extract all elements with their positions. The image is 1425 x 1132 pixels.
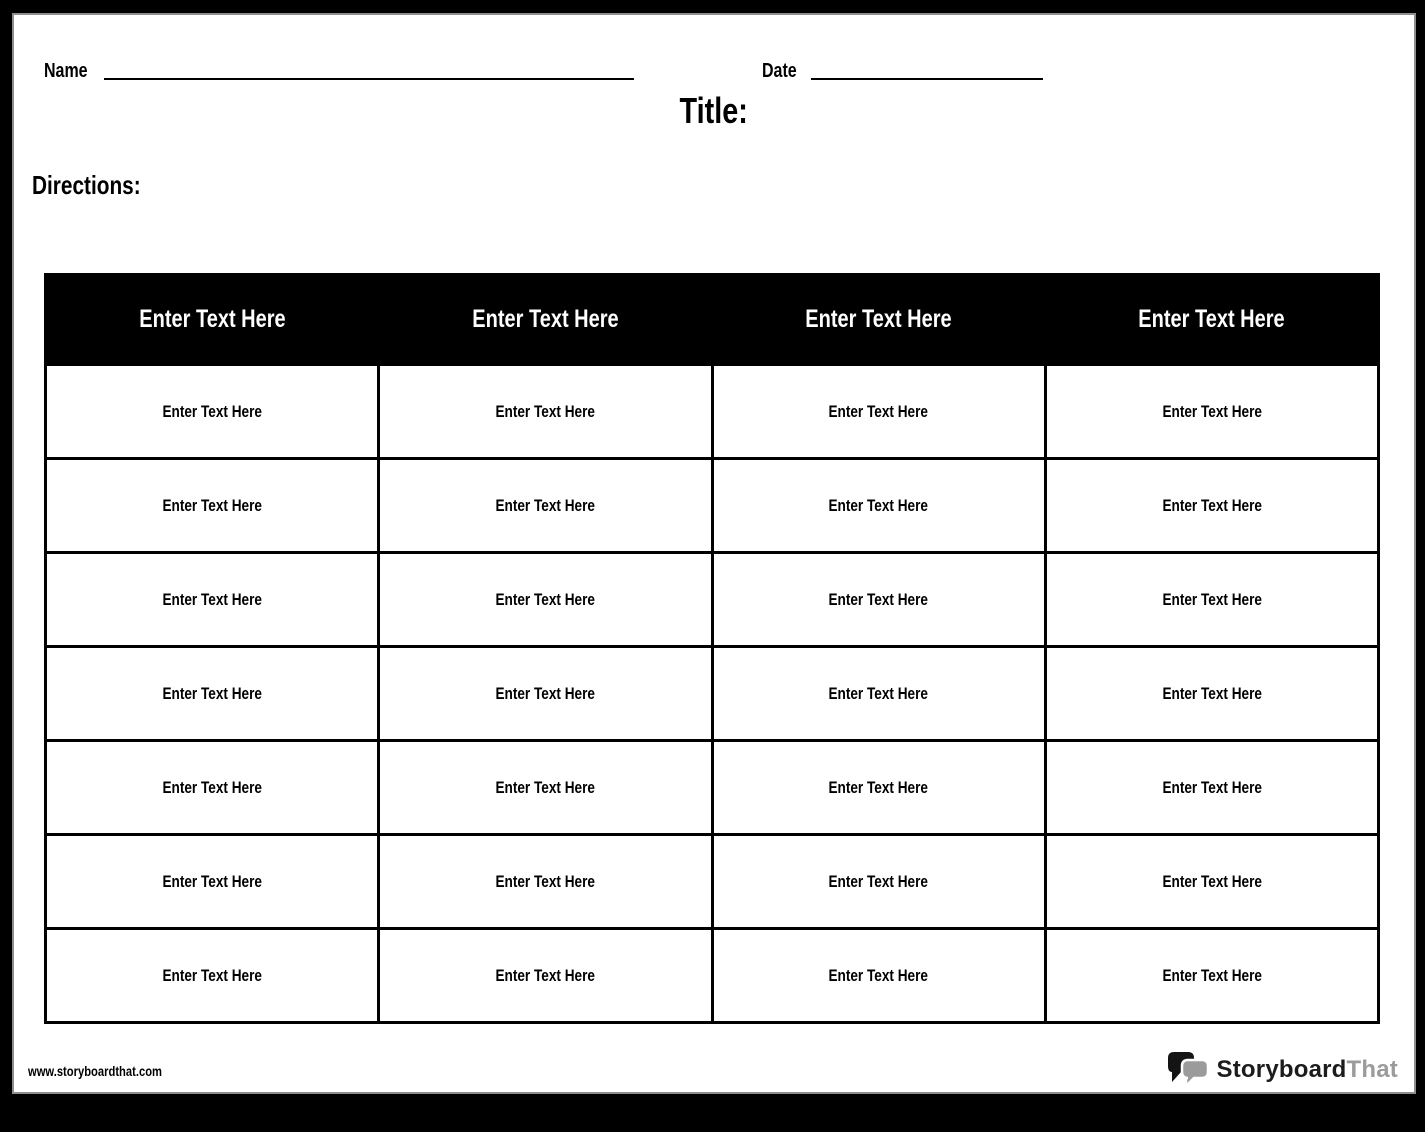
table-cell[interactable]: Enter Text Here (379, 365, 712, 459)
worksheet-table (44, 273, 1380, 1024)
table-row (46, 459, 1379, 553)
table-cell[interactable]: Enter Text Here (379, 741, 712, 835)
name-label: Name (44, 60, 88, 82)
table-header-cell[interactable]: Enter Text Here (379, 275, 712, 365)
table-row (46, 741, 1379, 835)
table-cell[interactable]: Enter Text Here (46, 929, 379, 1023)
date-underline (811, 64, 1043, 80)
name-underline (104, 64, 634, 80)
table-cell[interactable]: Enter Text Here (1045, 459, 1378, 553)
table-cell[interactable]: Enter Text Here (46, 553, 379, 647)
table-cell[interactable]: Enter Text Here (712, 553, 1045, 647)
date-label: Date (762, 60, 797, 82)
table-row (46, 365, 1379, 459)
brand-text-black: Storyboard (1216, 1056, 1347, 1083)
directions-label: Directions: (32, 170, 141, 200)
table-cell[interactable]: Enter Text Here (46, 459, 379, 553)
storyboardthat-logo[interactable] (1167, 1051, 1398, 1089)
table-cell[interactable]: Enter Text Here (712, 741, 1045, 835)
table-header-cell[interactable]: Enter Text Here (46, 275, 379, 365)
brand-text (1217, 1056, 1398, 1084)
table-cell[interactable]: Enter Text Here (379, 647, 712, 741)
table-row (46, 553, 1379, 647)
table-cell[interactable]: Enter Text Here (712, 365, 1045, 459)
table-cell[interactable]: Enter Text Here (1045, 553, 1378, 647)
table-cell[interactable]: Enter Text Here (1045, 835, 1378, 929)
table-header-row (46, 275, 1379, 365)
date-field (762, 60, 1043, 82)
worksheet-page (12, 13, 1416, 1094)
table-row (46, 929, 1379, 1023)
footer-url: www.storyboardthat.com (28, 1063, 163, 1079)
table-cell[interactable]: Enter Text Here (46, 647, 379, 741)
table-header-cell[interactable]: Enter Text Here (712, 275, 1045, 365)
brand-text-gray: That (1346, 1056, 1398, 1083)
table-cell[interactable]: Enter Text Here (712, 929, 1045, 1023)
table-cell[interactable]: Enter Text Here (712, 647, 1045, 741)
table-cell[interactable]: Enter Text Here (1045, 365, 1378, 459)
speech-bubbles-icon (1167, 1051, 1209, 1089)
table-cell[interactable]: Enter Text Here (46, 365, 379, 459)
table-row (46, 647, 1379, 741)
name-field (44, 60, 634, 82)
table-row (46, 835, 1379, 929)
table-header-cell[interactable]: Enter Text Here (1045, 275, 1378, 365)
table-cell[interactable]: Enter Text Here (712, 835, 1045, 929)
table-cell[interactable]: Enter Text Here (46, 741, 379, 835)
table-cell[interactable]: Enter Text Here (1045, 647, 1378, 741)
table-cell[interactable]: Enter Text Here (379, 929, 712, 1023)
table-cell[interactable]: Enter Text Here (712, 459, 1045, 553)
table-cell[interactable]: Enter Text Here (1045, 929, 1378, 1023)
directions-heading (32, 170, 168, 200)
table-cell[interactable]: Enter Text Here (379, 459, 712, 553)
page-title (14, 91, 1414, 131)
table-cell[interactable]: Enter Text Here (379, 553, 712, 647)
table-cell[interactable]: Enter Text Here (379, 835, 712, 929)
table-cell[interactable]: Enter Text Here (1045, 741, 1378, 835)
table-cell[interactable]: Enter Text Here (46, 835, 379, 929)
title-label: Title: (679, 90, 749, 131)
